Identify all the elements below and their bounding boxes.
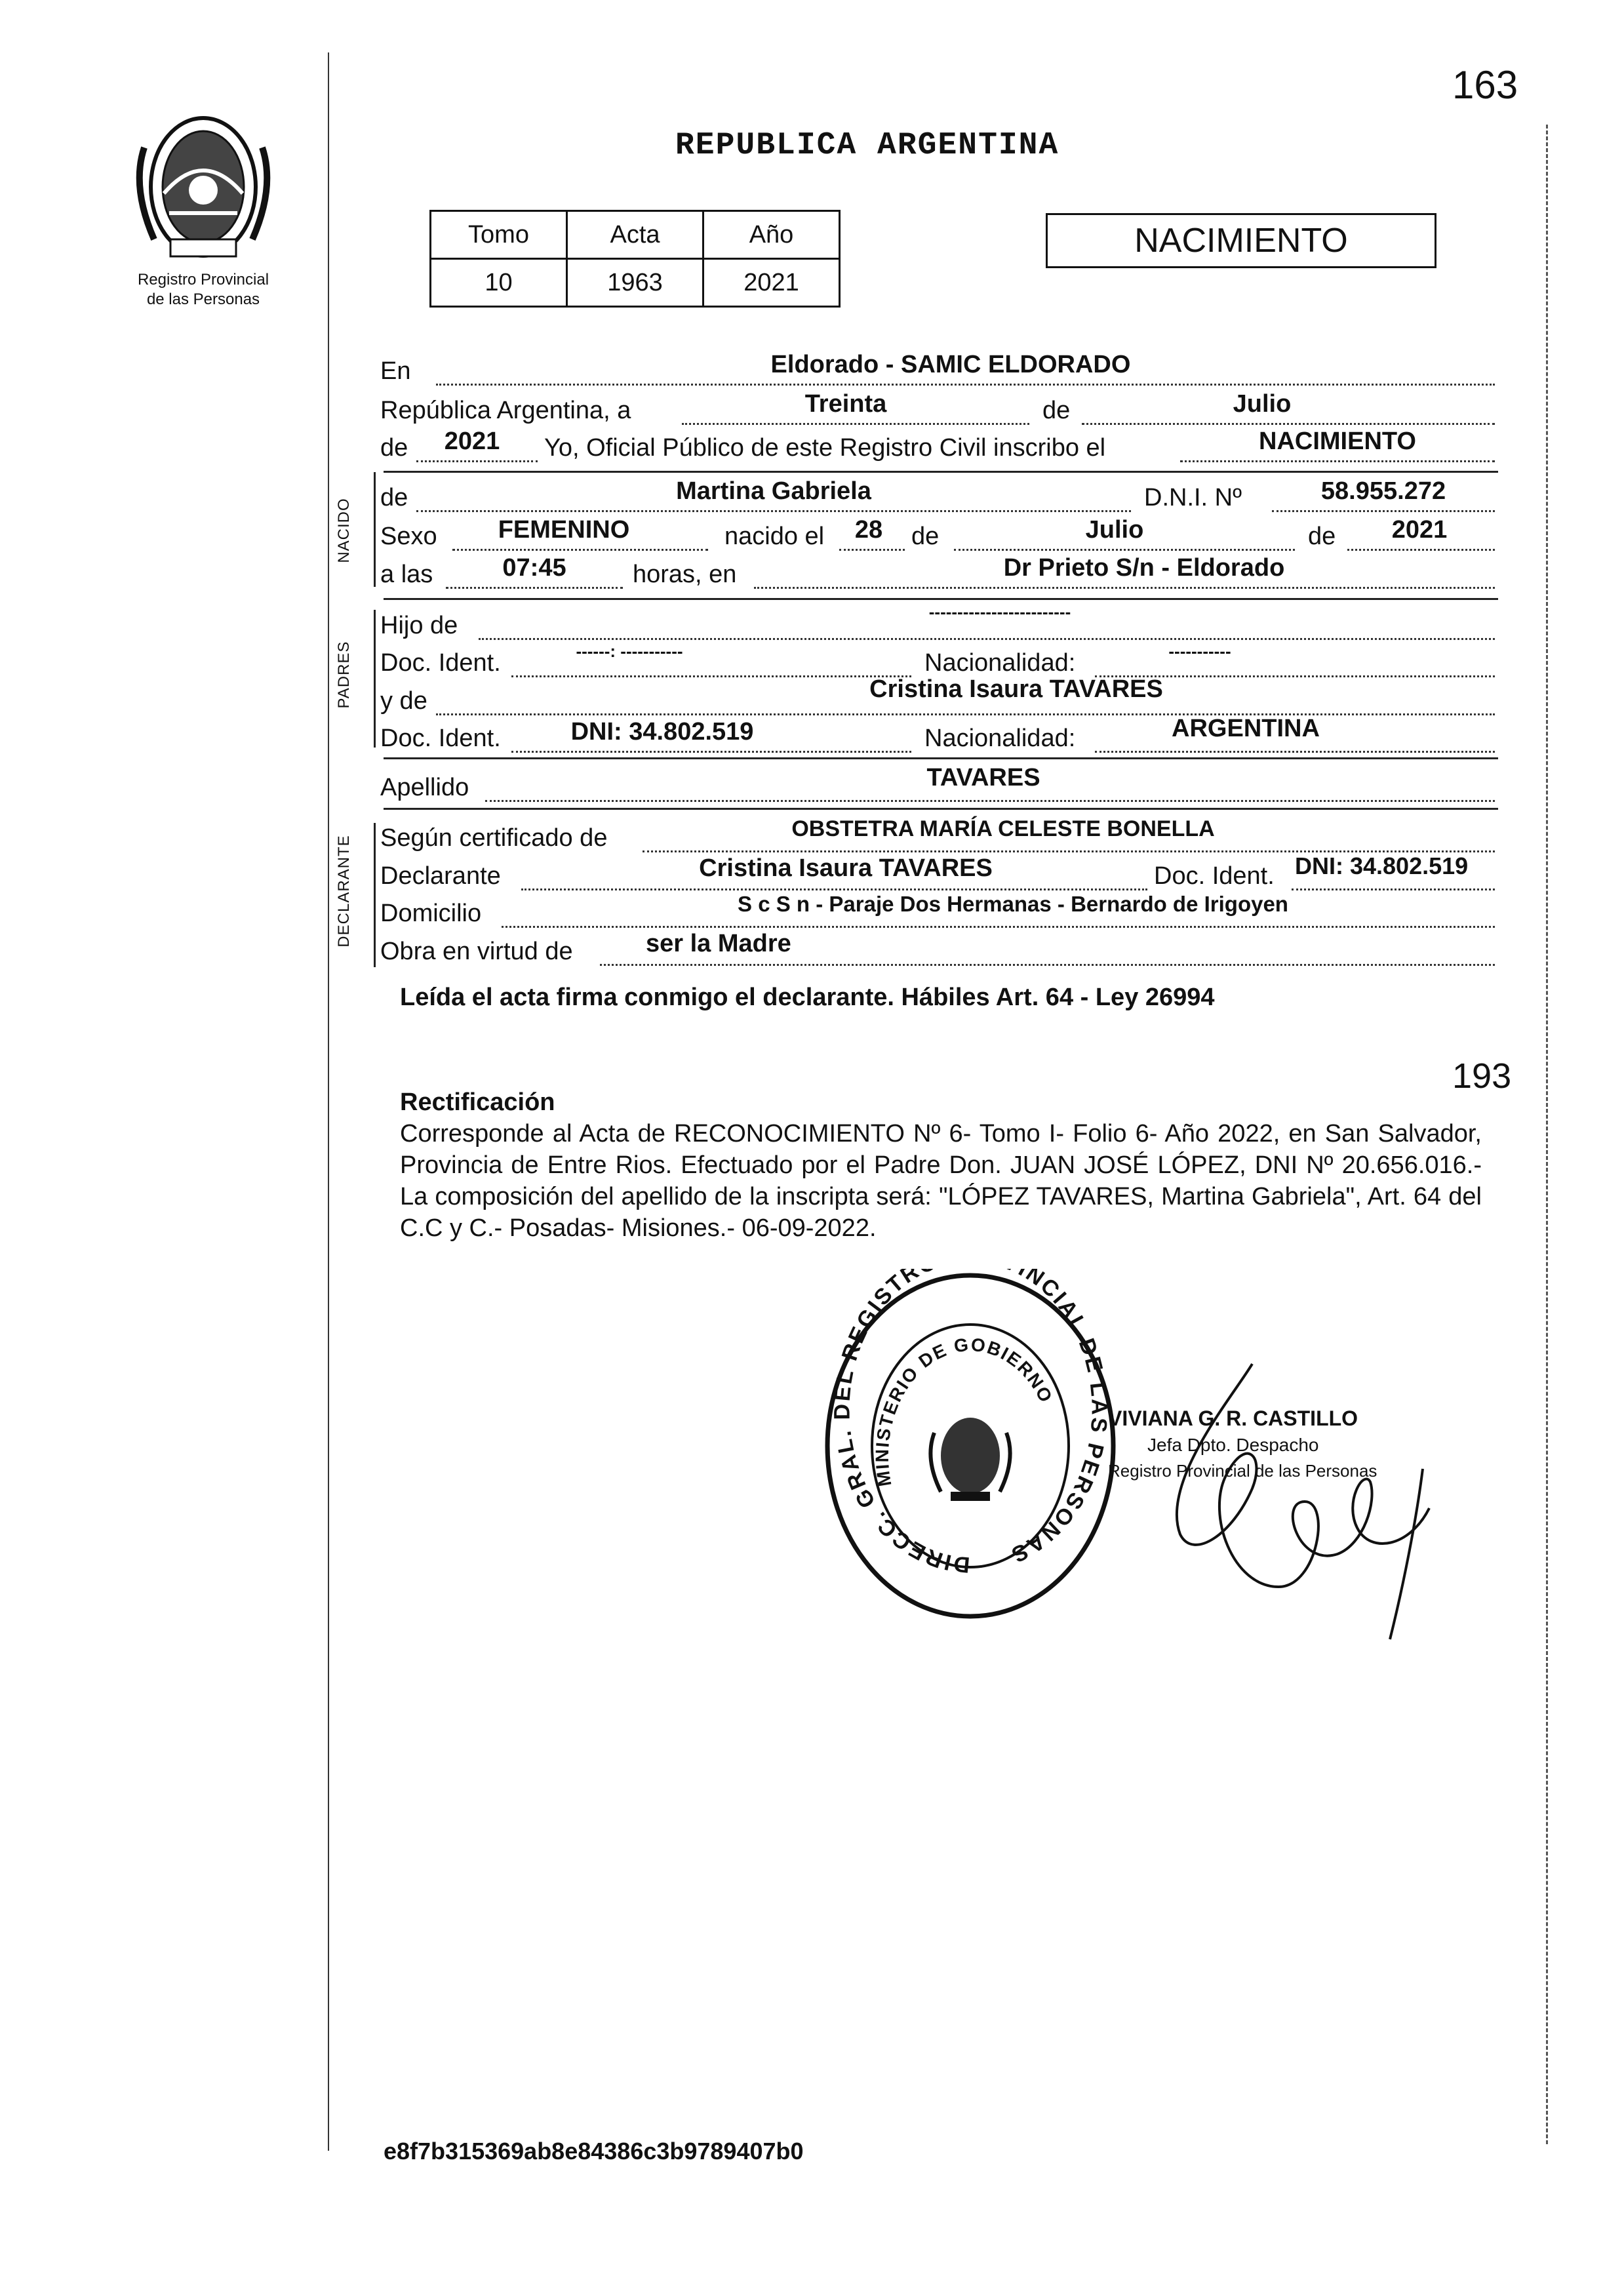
father-nationality-blank: ----------- <box>1168 641 1231 661</box>
day-dots <box>682 423 1029 425</box>
registration-month: Julio <box>1233 390 1292 418</box>
left-margin-line <box>328 52 329 2151</box>
official-stamp <box>820 1269 1121 1623</box>
horas-label: horas, en <box>633 561 737 588</box>
mother-name: Cristina Isaura TAVARES <box>869 675 1163 703</box>
record-header-acta: Acta <box>567 211 703 259</box>
birth-year-dots <box>1347 549 1495 551</box>
obra-label: Obra en virtud de <box>380 938 573 965</box>
page-number: 163 <box>1452 63 1518 107</box>
mother-dni: DNI: 34.802.519 <box>570 718 754 746</box>
declarant-name: Cristina Isaura TAVARES <box>699 854 993 882</box>
record-value-anio: 2021 <box>703 259 840 307</box>
record-table-header-row <box>431 211 840 259</box>
section-bar-declarante <box>374 823 376 967</box>
logo-caption-line2: de las Personas <box>146 290 260 308</box>
year-prefix-label: de <box>380 434 408 462</box>
secondary-number: 193 <box>1452 1056 1512 1096</box>
handwritten-signature <box>1082 1338 1449 1646</box>
birth-month-dots <box>954 549 1295 551</box>
domicilio-label: Domicilio <box>380 900 482 927</box>
signatory-role: Jefa Dpto. Despacho <box>1147 1435 1319 1455</box>
act-dots <box>1180 460 1495 462</box>
mother-nationality-dots <box>1095 751 1495 753</box>
domicilio-dots <box>502 926 1495 928</box>
a-las-label: a las <box>380 561 433 588</box>
dni-dots <box>1272 510 1495 512</box>
nacido-label: nacido el <box>724 523 825 550</box>
declarante-dots <box>521 888 1147 890</box>
yde-label: y de <box>380 687 427 715</box>
divider-after-nacido <box>384 598 1498 600</box>
surname: TAVARES <box>926 764 1040 791</box>
record-header-tomo: Tomo <box>431 211 567 259</box>
declarant-doc-dots <box>1292 888 1495 890</box>
father-nationality-label: Nacionalidad: <box>924 649 1076 677</box>
hijo-label: Hijo de <box>380 612 458 639</box>
record-type-box: NACIMIENTO <box>1046 213 1436 268</box>
child-dni: 58.955.272 <box>1320 477 1446 505</box>
apellido-dots <box>485 800 1495 802</box>
child-sex: FEMENINO <box>498 516 630 544</box>
sexo-label: Sexo <box>380 523 437 550</box>
record-table-value-row <box>431 259 840 307</box>
record-value-acta: 1963 <box>567 259 703 307</box>
act-type-value: NACIMIENTO <box>1259 428 1416 455</box>
closing-statement: Leída el acta firma conmigo el declarante. Hábiles Art. 64 - Ley 26994 <box>400 984 1215 1011</box>
republica-label: República Argentina, a <box>380 397 631 424</box>
record-table <box>429 210 841 308</box>
month-dots <box>1082 423 1495 425</box>
father-dots <box>479 638 1495 640</box>
misiones-coat-of-arms-logo <box>118 108 288 272</box>
side-label-nacido: NACIDO <box>335 498 353 563</box>
divider-after-apellido <box>384 808 1498 810</box>
father-name-blank: ------------------------- <box>928 602 1071 622</box>
oficial-text: Yo, Oficial Público de este Registro Civil inscribo el <box>544 434 1106 462</box>
declarant-doc-label: Doc. Ident. <box>1154 862 1275 890</box>
stamp-ring-text: DIRECC. GRAL. DEL REGISTR INCIAL DE LAS PERSONAS <box>829 1269 1112 1578</box>
mother-nationality-label: Nacionalidad: <box>924 725 1076 752</box>
birth-hour: 07:45 <box>502 554 566 582</box>
signatory-name: VIVIANA G. R. CASTILLO <box>1108 1407 1358 1430</box>
place-dots <box>754 587 1495 589</box>
declarant-capacity: ser la Madre <box>646 930 791 957</box>
declarant-address: S c S n - Paraje Dos Hermanas - Bernardo de Irigoyen <box>738 892 1288 916</box>
section-bar-nacido <box>374 472 376 587</box>
birth-day: 28 <box>854 516 883 544</box>
en-dots <box>436 384 1495 386</box>
registration-day: Treinta <box>804 390 887 418</box>
birth-de2-label: de <box>1308 523 1336 550</box>
rectification-body: Corresponde al Acta de RECONOCIMIENTO Nº 6- Tomo I- Folio 6- Año 2022, en San Salvador, Provincia de Entre Rios. Efectuado por el Padre Don. JUAN JOSÉ LÓPEZ, DNI Nº 20.656.016.- La composición del apellido de la inscripta será: "LÓPEZ TAVARES, Martina Gabriela", Art. 64 del C.C y C.- Posadas- Misiones.- 06-09-2022. <box>400 1120 1482 1242</box>
right-edge-line <box>1546 125 1548 2144</box>
father-doc-label: Doc. Ident. <box>380 649 501 677</box>
document-hash: e8f7b315369ab8e84386c3b9789407b0 <box>384 2138 804 2165</box>
birth-place: Dr Prieto S/n - Eldorado <box>1003 554 1285 582</box>
signatory-office: Registro Provincial de las Personas <box>1108 1461 1377 1481</box>
stamp-inner-text: MINISTERIO DE GOBIERNO <box>871 1334 1057 1488</box>
declarante-label: Declarante <box>380 862 501 890</box>
birth-month: Julio <box>1085 516 1144 544</box>
divider-after-padres <box>384 757 1498 759</box>
birth-year: 2021 <box>1391 516 1448 544</box>
hour-dots <box>446 587 623 589</box>
sexo-dots <box>452 549 708 551</box>
certificate-issuer: OBSTETRA MARÍA CELESTE BONELLA <box>791 816 1215 841</box>
de-label-1: de <box>1042 397 1071 424</box>
declarant-dni: DNI: 34.802.519 <box>1295 852 1469 879</box>
obra-dots <box>600 964 1495 966</box>
document-title: REPUBLICA ARGENTINA <box>675 128 1060 163</box>
apellido-label: Apellido <box>380 774 469 801</box>
en-label: En <box>380 357 411 385</box>
logo-caption-line1: Registro Provincial <box>137 271 269 289</box>
place-of-registration: Eldorado - SAMIC ELDORADO <box>770 351 1131 378</box>
dni-label: D.N.I. Nº <box>1144 484 1242 511</box>
divider-after-header <box>384 471 1498 473</box>
birth-de-label: de <box>911 523 940 550</box>
name-label: de <box>380 484 408 511</box>
birth-day-dots <box>839 549 905 551</box>
logo-caption <box>118 270 288 309</box>
registration-year: 2021 <box>444 428 500 455</box>
mother-doc-dots <box>511 751 911 753</box>
mother-nationality: ARGENTINA <box>1172 715 1320 742</box>
section-bar-padres <box>374 610 376 748</box>
record-header-anio: Año <box>703 211 840 259</box>
mother-doc-label: Doc. Ident. <box>380 725 501 752</box>
name-dots <box>416 510 1131 512</box>
child-name: Martina Gabriela <box>676 477 871 505</box>
side-label-declarante: DECLARANTE <box>335 835 353 948</box>
certificate-label: Según certificado de <box>380 824 608 852</box>
father-doc-blank: ------: ----------- <box>576 641 683 661</box>
record-value-tomo: 10 <box>431 259 567 307</box>
year-dots <box>416 460 538 462</box>
rectification-title: Rectificación <box>400 1088 555 1116</box>
side-label-padres: PADRES <box>335 641 353 709</box>
